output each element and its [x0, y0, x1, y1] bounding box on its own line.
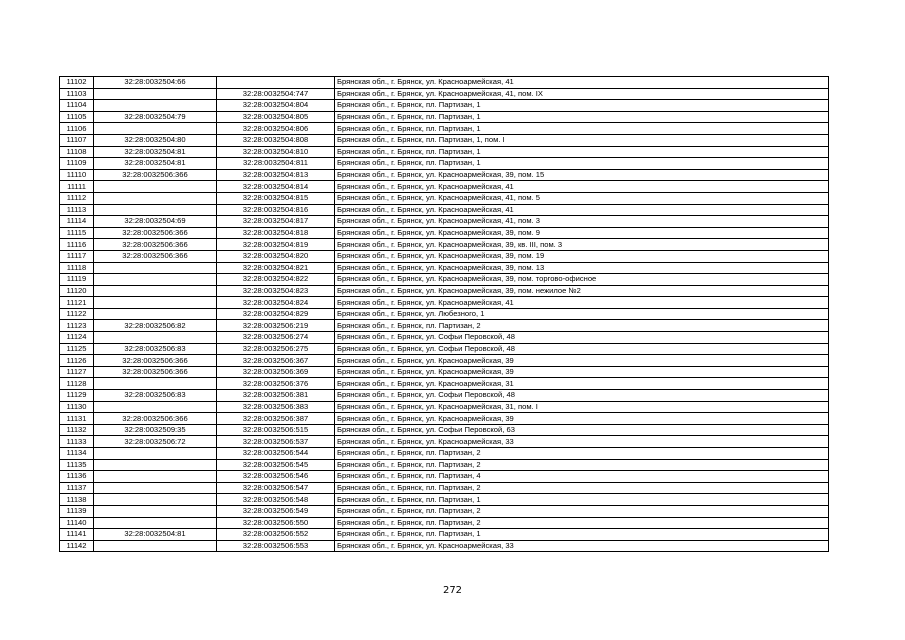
land-cadastral-number-cell [94, 297, 217, 309]
object-cadastral-number-cell: 32:28:0032506:553 [217, 540, 335, 552]
address-cell: Брянская обл., г. Брянск, ул. Софьи Перовской, 63 [335, 424, 829, 436]
object-cadastral-number-cell: 32:28:0032506:552 [217, 529, 335, 541]
address-cell: Брянская обл., г. Брянск, пл. Партизан, 2 [335, 320, 829, 332]
address-cell: Брянская обл., г. Брянск, пл. Партизан, 2 [335, 482, 829, 494]
row-number-cell: 11132 [60, 424, 94, 436]
address-cell: Брянская обл., г. Брянск, ул. Красноармейская, 39 [335, 366, 829, 378]
row-number-cell: 11128 [60, 378, 94, 390]
land-cadastral-number-cell [94, 204, 217, 216]
land-cadastral-number-cell [94, 262, 217, 274]
table-row [60, 448, 829, 460]
table-row [60, 169, 829, 181]
table-row [60, 459, 829, 471]
land-cadastral-number-cell: 32:28:0032506:366 [94, 250, 217, 262]
address-cell: Брянская обл., г. Брянск, пл. Партизан, 1 [335, 158, 829, 170]
object-cadastral-number-cell: 32:28:0032504:805 [217, 111, 335, 123]
table-row [60, 436, 829, 448]
table-row [60, 146, 829, 158]
object-cadastral-number-cell: 32:28:0032504:815 [217, 192, 335, 204]
object-cadastral-number-cell: 32:28:0032504:821 [217, 262, 335, 274]
row-number-cell: 11116 [60, 239, 94, 251]
row-number-cell: 11135 [60, 459, 94, 471]
table-row [60, 343, 829, 355]
land-cadastral-number-cell [94, 285, 217, 297]
address-cell: Брянская обл., г. Брянск, ул. Софьи Перовской, 48 [335, 332, 829, 344]
row-number-cell: 11121 [60, 297, 94, 309]
land-cadastral-number-cell [94, 332, 217, 344]
land-cadastral-number-cell [94, 517, 217, 529]
address-cell: Брянская обл., г. Брянск, пл. Партизан, 4 [335, 471, 829, 483]
land-cadastral-number-cell: 32:28:0032506:366 [94, 169, 217, 181]
table-row [60, 540, 829, 552]
table-row [60, 308, 829, 320]
row-number-cell: 11127 [60, 366, 94, 378]
row-number-cell: 11103 [60, 88, 94, 100]
row-number-cell: 11117 [60, 250, 94, 262]
table-row [60, 158, 829, 170]
address-cell: Брянская обл., г. Брянск, ул. Красноармейская, 41, пом. IX [335, 88, 829, 100]
land-cadastral-number-cell: 32:28:0032504:79 [94, 111, 217, 123]
object-cadastral-number-cell: 32:28:0032504:819 [217, 239, 335, 251]
row-number-cell: 11126 [60, 355, 94, 367]
row-number-cell: 11114 [60, 216, 94, 228]
object-cadastral-number-cell: 32:28:0032504:816 [217, 204, 335, 216]
row-number-cell: 11130 [60, 401, 94, 413]
land-cadastral-number-cell [94, 459, 217, 471]
land-cadastral-number-cell [94, 123, 217, 135]
land-cadastral-number-cell [94, 88, 217, 100]
land-cadastral-number-cell: 32:28:0032504:81 [94, 146, 217, 158]
table-row [60, 181, 829, 193]
address-cell: Брянская обл., г. Брянск, пл. Партизан, 1 [335, 529, 829, 541]
object-cadastral-number-cell: 32:28:0032504:818 [217, 227, 335, 239]
object-cadastral-number-cell: 32:28:0032504:747 [217, 88, 335, 100]
land-cadastral-number-cell [94, 401, 217, 413]
table-row [60, 529, 829, 541]
land-cadastral-number-cell [94, 505, 217, 517]
address-cell: Брянская обл., г. Брянск, пл. Партизан, 2 [335, 448, 829, 460]
address-cell: Брянская обл., г. Брянск, ул. Красноармейская, 31, пом. I [335, 401, 829, 413]
table-row [60, 505, 829, 517]
land-cadastral-number-cell: 32:28:0032504:69 [94, 216, 217, 228]
land-cadastral-number-cell [94, 274, 217, 286]
address-cell: Брянская обл., г. Брянск, ул. Красноармейская, 33 [335, 436, 829, 448]
object-cadastral-number-cell: 32:28:0032506:219 [217, 320, 335, 332]
row-number-cell: 11137 [60, 482, 94, 494]
land-cadastral-number-cell: 32:28:0032506:366 [94, 355, 217, 367]
address-cell: Брянская обл., г. Брянск, ул. Красноармейская, 41, пом. 5 [335, 192, 829, 204]
land-cadastral-number-cell: 32:28:0032506:366 [94, 413, 217, 425]
object-cadastral-number-cell: 32:28:0032506:274 [217, 332, 335, 344]
row-number-cell: 11108 [60, 146, 94, 158]
object-cadastral-number-cell: 32:28:0032504:823 [217, 285, 335, 297]
object-cadastral-number-cell: 32:28:0032504:804 [217, 100, 335, 112]
row-number-cell: 11120 [60, 285, 94, 297]
object-cadastral-number-cell: 32:28:0032504:822 [217, 274, 335, 286]
row-number-cell: 11113 [60, 204, 94, 216]
land-cadastral-number-cell [94, 308, 217, 320]
table-row [60, 134, 829, 146]
object-cadastral-number-cell: 32:28:0032506:369 [217, 366, 335, 378]
land-cadastral-number-cell: 32:28:0032506:72 [94, 436, 217, 448]
land-cadastral-number-cell: 32:28:0032504:80 [94, 134, 217, 146]
table-row [60, 123, 829, 135]
address-cell: Брянская обл., г. Брянск, ул. Красноармейская, 39, пом. 9 [335, 227, 829, 239]
object-cadastral-number-cell: 32:28:0032506:537 [217, 436, 335, 448]
land-cadastral-number-cell: 32:28:0032509:35 [94, 424, 217, 436]
table-row [60, 471, 829, 483]
object-cadastral-number-cell: 32:28:0032506:547 [217, 482, 335, 494]
row-number-cell: 11136 [60, 471, 94, 483]
registry-table-body [60, 77, 829, 552]
table-row [60, 274, 829, 286]
address-cell: Брянская обл., г. Брянск, пл. Партизан, 1 [335, 494, 829, 506]
table-row [60, 239, 829, 251]
address-cell: Брянская обл., г. Брянск, ул. Красноармейская, 39 [335, 355, 829, 367]
object-cadastral-number-cell: 32:28:0032506:548 [217, 494, 335, 506]
address-cell: Брянская обл., г. Брянск, ул. Красноармейская, 41 [335, 297, 829, 309]
row-number-cell: 11119 [60, 274, 94, 286]
land-cadastral-number-cell [94, 181, 217, 193]
address-cell: Брянская обл., г. Брянск, ул. Красноармейская, 39, пом. 13 [335, 262, 829, 274]
row-number-cell: 11125 [60, 343, 94, 355]
land-cadastral-number-cell: 32:28:0032504:81 [94, 529, 217, 541]
table-row [60, 204, 829, 216]
table-row [60, 77, 829, 89]
land-cadastral-number-cell: 32:28:0032506:83 [94, 390, 217, 402]
table-row [60, 88, 829, 100]
land-cadastral-number-cell: 32:28:0032504:81 [94, 158, 217, 170]
row-number-cell: 11134 [60, 448, 94, 460]
address-cell: Брянская обл., г. Брянск, ул. Красноармейская, 33 [335, 540, 829, 552]
table-row [60, 482, 829, 494]
table-row [60, 285, 829, 297]
row-number-cell: 11139 [60, 505, 94, 517]
table-row [60, 297, 829, 309]
row-number-cell: 11122 [60, 308, 94, 320]
land-cadastral-number-cell [94, 482, 217, 494]
address-cell: Брянская обл., г. Брянск, ул. Красноармейская, 41 [335, 181, 829, 193]
address-cell: Брянская обл., г. Брянск, ул. Красноармейская, 41, пом. 3 [335, 216, 829, 228]
table-row [60, 390, 829, 402]
address-cell: Брянская обл., г. Брянск, ул. Красноармейская, 31 [335, 378, 829, 390]
address-cell: Брянская обл., г. Брянск, пл. Партизан, 1 [335, 123, 829, 135]
land-cadastral-number-cell: 32:28:0032504:66 [94, 77, 217, 89]
address-cell: Брянская обл., г. Брянск, ул. Красноармейская, 41 [335, 77, 829, 89]
object-cadastral-number-cell: 32:28:0032506:549 [217, 505, 335, 517]
row-number-cell: 11131 [60, 413, 94, 425]
object-cadastral-number-cell: 32:28:0032504:817 [217, 216, 335, 228]
land-cadastral-number-cell: 32:28:0032506:366 [94, 239, 217, 251]
object-cadastral-number-cell: 32:28:0032506:546 [217, 471, 335, 483]
object-cadastral-number-cell: 32:28:0032506:367 [217, 355, 335, 367]
table-row [60, 366, 829, 378]
object-cadastral-number-cell: 32:28:0032504:813 [217, 169, 335, 181]
address-cell: Брянская обл., г. Брянск, пл. Партизан, 2 [335, 459, 829, 471]
address-cell: Брянская обл., г. Брянск, ул. Красноармейская, 39, пом. нежилое №2 [335, 285, 829, 297]
address-cell: Брянская обл., г. Брянск, ул. Софьи Перовской, 48 [335, 390, 829, 402]
row-number-cell: 11133 [60, 436, 94, 448]
land-cadastral-number-cell [94, 494, 217, 506]
object-cadastral-number-cell: 32:28:0032504:814 [217, 181, 335, 193]
object-cadastral-number-cell: 32:28:0032506:387 [217, 413, 335, 425]
table-row [60, 262, 829, 274]
address-cell: Брянская обл., г. Брянск, пл. Партизан, 1 [335, 111, 829, 123]
row-number-cell: 11142 [60, 540, 94, 552]
row-number-cell: 11111 [60, 181, 94, 193]
table-row [60, 424, 829, 436]
object-cadastral-number-cell: 32:28:0032504:829 [217, 308, 335, 320]
object-cadastral-number-cell [217, 77, 335, 89]
table-row [60, 227, 829, 239]
land-cadastral-number-cell: 32:28:0032506:83 [94, 343, 217, 355]
address-cell: Брянская обл., г. Брянск, пл. Партизан, 1, пом. I [335, 134, 829, 146]
object-cadastral-number-cell: 32:28:0032506:381 [217, 390, 335, 402]
address-cell: Брянская обл., г. Брянск, ул. Красноармейская, 39, пом. торгово-офисное [335, 274, 829, 286]
land-cadastral-number-cell [94, 100, 217, 112]
table-row [60, 216, 829, 228]
address-cell: Брянская обл., г. Брянск, ул. Красноармейская, 39, пом. 19 [335, 250, 829, 262]
object-cadastral-number-cell: 32:28:0032506:275 [217, 343, 335, 355]
land-cadastral-number-cell [94, 448, 217, 460]
object-cadastral-number-cell: 32:28:0032506:545 [217, 459, 335, 471]
object-cadastral-number-cell: 32:28:0032504:810 [217, 146, 335, 158]
object-cadastral-number-cell: 32:28:0032504:806 [217, 123, 335, 135]
land-cadastral-number-cell [94, 192, 217, 204]
table-row [60, 494, 829, 506]
row-number-cell: 11107 [60, 134, 94, 146]
row-number-cell: 11140 [60, 517, 94, 529]
row-number-cell: 11110 [60, 169, 94, 181]
table-row [60, 413, 829, 425]
row-number-cell: 11129 [60, 390, 94, 402]
table-row [60, 192, 829, 204]
object-cadastral-number-cell: 32:28:0032506:383 [217, 401, 335, 413]
property-registry-table [59, 76, 829, 552]
row-number-cell: 11105 [60, 111, 94, 123]
object-cadastral-number-cell: 32:28:0032504:811 [217, 158, 335, 170]
row-number-cell: 11118 [60, 262, 94, 274]
table-row [60, 111, 829, 123]
object-cadastral-number-cell: 32:28:0032506:550 [217, 517, 335, 529]
address-cell: Брянская обл., г. Брянск, ул. Софьи Перовской, 48 [335, 343, 829, 355]
object-cadastral-number-cell: 32:28:0032506:515 [217, 424, 335, 436]
row-number-cell: 11123 [60, 320, 94, 332]
row-number-cell: 11124 [60, 332, 94, 344]
object-cadastral-number-cell: 32:28:0032506:376 [217, 378, 335, 390]
address-cell: Брянская обл., г. Брянск, пл. Партизан, 2 [335, 505, 829, 517]
address-cell: Брянская обл., г. Брянск, ул. Красноармейская, 39 [335, 413, 829, 425]
object-cadastral-number-cell: 32:28:0032506:544 [217, 448, 335, 460]
address-cell: Брянская обл., г. Брянск, ул. Красноармейская, 39, пом. 15 [335, 169, 829, 181]
object-cadastral-number-cell: 32:28:0032504:820 [217, 250, 335, 262]
table-row [60, 320, 829, 332]
row-number-cell: 11109 [60, 158, 94, 170]
row-number-cell: 11112 [60, 192, 94, 204]
object-cadastral-number-cell: 32:28:0032504:824 [217, 297, 335, 309]
address-cell: Брянская обл., г. Брянск, ул. Любезного, 1 [335, 308, 829, 320]
row-number-cell: 11102 [60, 77, 94, 89]
table-row [60, 401, 829, 413]
row-number-cell: 11138 [60, 494, 94, 506]
land-cadastral-number-cell [94, 471, 217, 483]
address-cell: Брянская обл., г. Брянск, пл. Партизан, 1 [335, 100, 829, 112]
land-cadastral-number-cell: 32:28:0032506:366 [94, 366, 217, 378]
table-row [60, 250, 829, 262]
row-number-cell: 11106 [60, 123, 94, 135]
page-number: 272 [442, 585, 463, 596]
table-row [60, 100, 829, 112]
row-number-cell: 11141 [60, 529, 94, 541]
land-cadastral-number-cell [94, 540, 217, 552]
address-cell: Брянская обл., г. Брянск, ул. Красноармейская, 39, кв. III, пом. 3 [335, 239, 829, 251]
land-cadastral-number-cell: 32:28:0032506:82 [94, 320, 217, 332]
table-row [60, 355, 829, 367]
address-cell: Брянская обл., г. Брянск, пл. Партизан, 1 [335, 146, 829, 158]
row-number-cell: 11115 [60, 227, 94, 239]
table-row [60, 378, 829, 390]
address-cell: Брянская обл., г. Брянск, пл. Партизан, 2 [335, 517, 829, 529]
land-cadastral-number-cell [94, 378, 217, 390]
land-cadastral-number-cell: 32:28:0032506:366 [94, 227, 217, 239]
row-number-cell: 11104 [60, 100, 94, 112]
table-row [60, 517, 829, 529]
table-row [60, 332, 829, 344]
object-cadastral-number-cell: 32:28:0032504:808 [217, 134, 335, 146]
address-cell: Брянская обл., г. Брянск, ул. Красноармейская, 41 [335, 204, 829, 216]
